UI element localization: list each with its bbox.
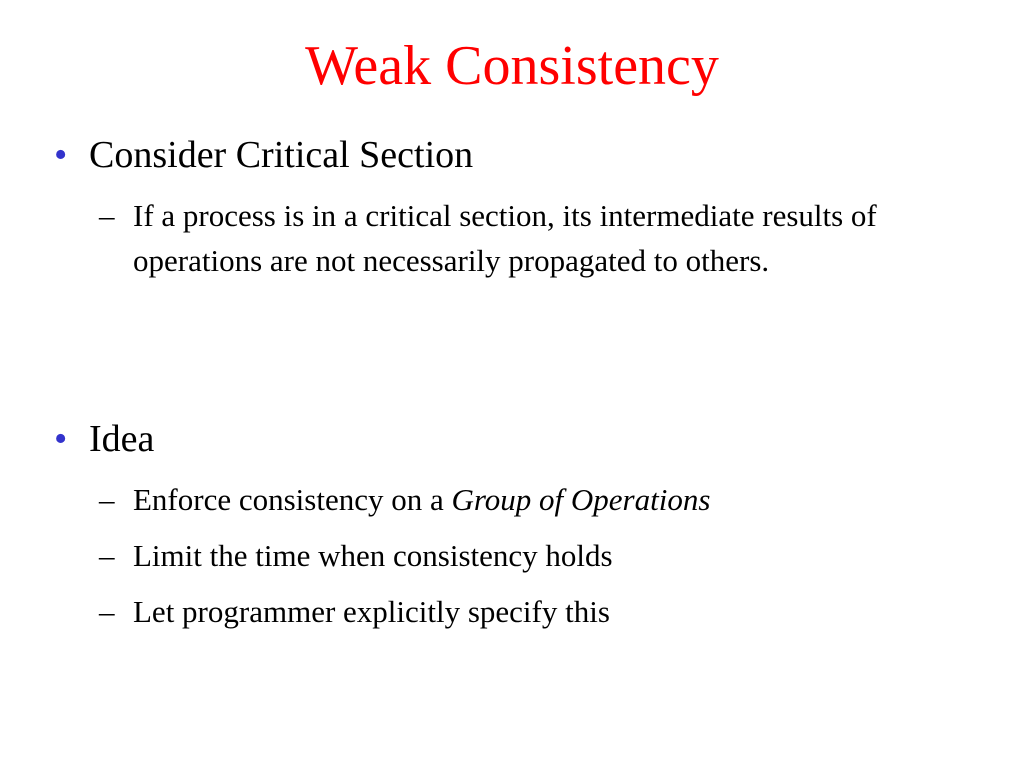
slide-title: Weak Consistency (305, 35, 719, 97)
sub-item-text (133, 477, 973, 522)
sub-item-text: Let programmer explicitly specify this (133, 594, 610, 629)
dash-icon: – (99, 538, 115, 573)
bullet-heading: Consider Critical Section (89, 134, 474, 176)
bullet-heading: Idea (89, 418, 155, 460)
dash-icon: – (99, 594, 115, 629)
bullet-icon: • (54, 418, 68, 460)
dash-icon: – (99, 198, 115, 233)
bullet-icon: • (54, 134, 68, 176)
sub-item-text: Limit the time when consistency holds (133, 538, 613, 573)
dash-icon: – (99, 482, 115, 517)
sub-item-text-emphasis: Group of Operations (451, 482, 711, 517)
sub-item-text: If a process is in a critical section, its intermediate results of operations are not necessarily propagated to others. (133, 198, 877, 278)
sub-item-text-prefix: Enforce consistency on a (133, 482, 452, 517)
